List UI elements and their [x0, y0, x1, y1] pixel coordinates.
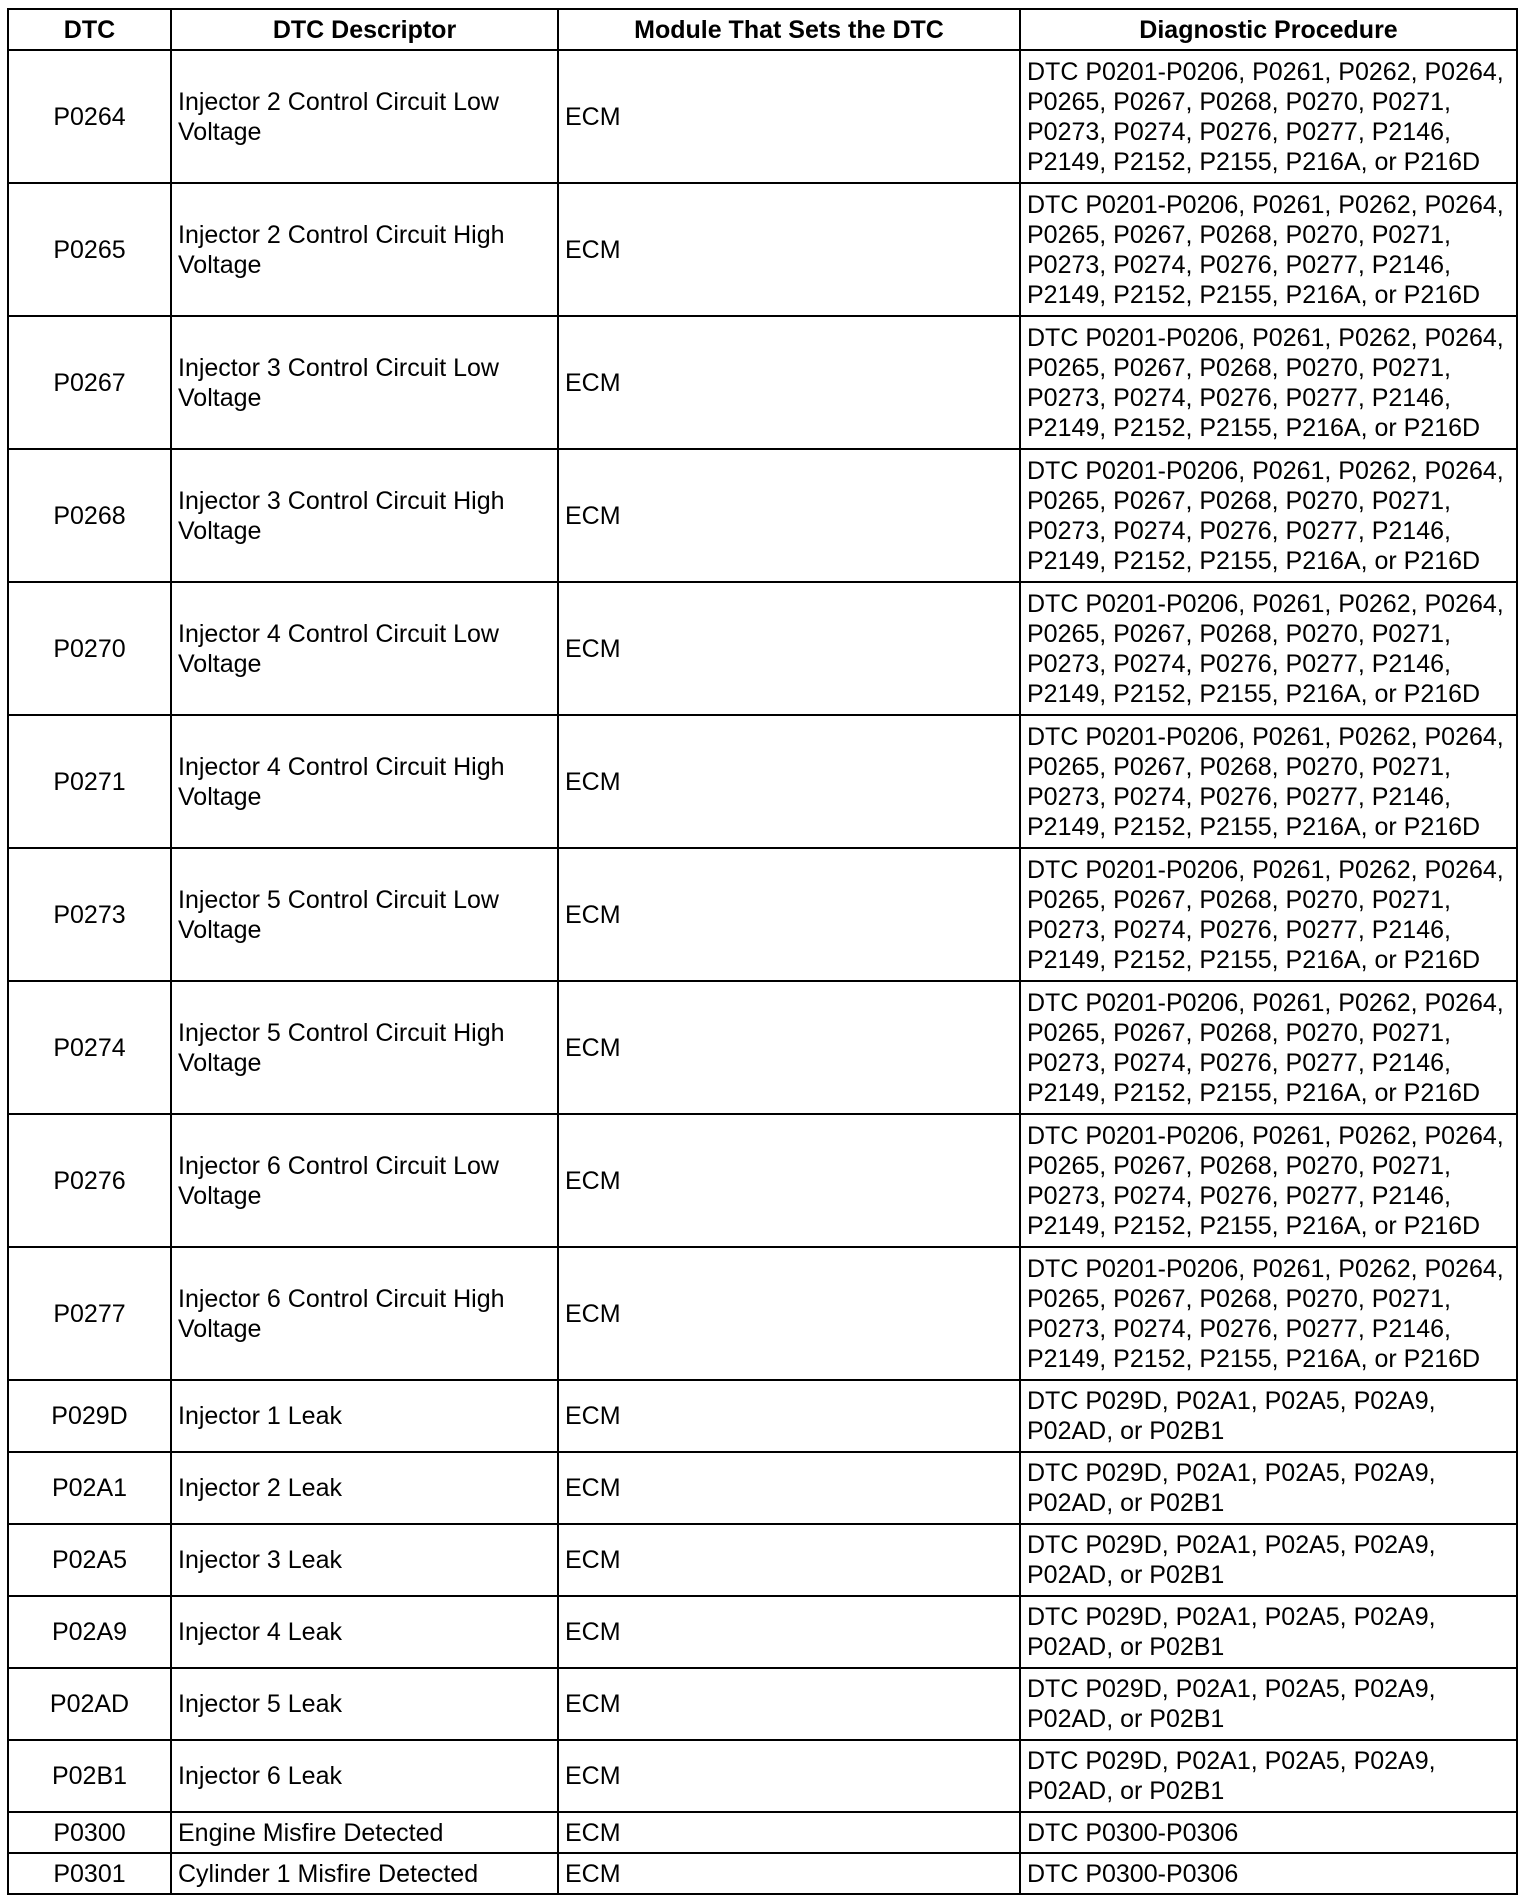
table-row	[8, 1114, 1517, 1247]
table-row	[8, 1524, 1517, 1596]
dtc-code: P029D	[8, 1380, 171, 1452]
dtc-module: ECM	[558, 582, 1020, 715]
dtc-descriptor: Cylinder 1 Misfire Detected	[171, 1853, 558, 1894]
dtc-module: ECM	[558, 1524, 1020, 1596]
diagnostic-procedure: DTC P029D, P02A1, P02A5, P02A9, P02AD, or P02B1	[1020, 1452, 1517, 1524]
table-row	[8, 449, 1517, 582]
table-row	[8, 1668, 1517, 1740]
diagnostic-procedure: DTC P0201-P0206, P0261, P0262, P0264, P0265, P0267, P0268, P0270, P0271, P0273, P0274, P0276, P0277, P2146, P2149, P2152, P2155, P216A, or P216D	[1020, 449, 1517, 582]
dtc-descriptor: Injector 6 Control Circuit High Voltage	[171, 1247, 558, 1380]
dtc-code: P02AD	[8, 1668, 171, 1740]
dtc-descriptor: Injector 4 Leak	[171, 1596, 558, 1668]
diagnostic-procedure: DTC P029D, P02A1, P02A5, P02A9, P02AD, or P02B1	[1020, 1524, 1517, 1596]
dtc-module: ECM	[558, 848, 1020, 981]
dtc-descriptor: Injector 1 Leak	[171, 1380, 558, 1452]
dtc-descriptor: Injector 4 Control Circuit High Voltage	[171, 715, 558, 848]
dtc-module: ECM	[558, 1853, 1020, 1894]
dtc-module: ECM	[558, 715, 1020, 848]
dtc-code: P0277	[8, 1247, 171, 1380]
diagnostic-procedure: DTC P0201-P0206, P0261, P0262, P0264, P0265, P0267, P0268, P0270, P0271, P0273, P0274, P0276, P0277, P2146, P2149, P2152, P2155, P216A, or P216D	[1020, 848, 1517, 981]
header-module: Module That Sets the DTC	[558, 9, 1020, 50]
dtc-code: P0267	[8, 316, 171, 449]
diagnostic-procedure: DTC P029D, P02A1, P02A5, P02A9, P02AD, or P02B1	[1020, 1596, 1517, 1668]
dtc-code: P0301	[8, 1853, 171, 1894]
diagnostic-procedure: DTC P0201-P0206, P0261, P0262, P0264, P0265, P0267, P0268, P0270, P0271, P0273, P0274, P0276, P0277, P2146, P2149, P2152, P2155, P216A, or P216D	[1020, 1114, 1517, 1247]
table-row	[8, 1853, 1517, 1894]
dtc-code: P0273	[8, 848, 171, 981]
diagnostic-procedure: DTC P0201-P0206, P0261, P0262, P0264, P0265, P0267, P0268, P0270, P0271, P0273, P0274, P0276, P0277, P2146, P2149, P2152, P2155, P216A, or P216D	[1020, 183, 1517, 316]
dtc-code: P0264	[8, 50, 171, 183]
dtc-descriptor: Injector 3 Control Circuit Low Voltage	[171, 316, 558, 449]
dtc-descriptor: Injector 5 Control Circuit Low Voltage	[171, 848, 558, 981]
table-row	[8, 582, 1517, 715]
diagnostic-procedure: DTC P029D, P02A1, P02A5, P02A9, P02AD, or P02B1	[1020, 1380, 1517, 1452]
diagnostic-procedure: DTC P0300-P0306	[1020, 1812, 1517, 1853]
dtc-module: ECM	[558, 449, 1020, 582]
table-row	[8, 848, 1517, 981]
dtc-code: P0265	[8, 183, 171, 316]
dtc-code: P02A5	[8, 1524, 171, 1596]
dtc-module: ECM	[558, 1740, 1020, 1812]
diagnostic-procedure: DTC P0300-P0306	[1020, 1853, 1517, 1894]
table-row	[8, 715, 1517, 848]
diagnostic-procedure: DTC P029D, P02A1, P02A5, P02A9, P02AD, or P02B1	[1020, 1740, 1517, 1812]
dtc-descriptor: Engine Misfire Detected	[171, 1812, 558, 1853]
table-row	[8, 1452, 1517, 1524]
dtc-descriptor: Injector 3 Leak	[171, 1524, 558, 1596]
dtc-descriptor: Injector 2 Control Circuit Low Voltage	[171, 50, 558, 183]
dtc-descriptor: Injector 2 Leak	[171, 1452, 558, 1524]
dtc-module: ECM	[558, 50, 1020, 183]
dtc-module: ECM	[558, 183, 1020, 316]
diagnostic-procedure: DTC P029D, P02A1, P02A5, P02A9, P02AD, or P02B1	[1020, 1668, 1517, 1740]
diagnostic-procedure: DTC P0201-P0206, P0261, P0262, P0264, P0265, P0267, P0268, P0270, P0271, P0273, P0274, P0276, P0277, P2146, P2149, P2152, P2155, P216A, or P216D	[1020, 582, 1517, 715]
diagnostic-procedure: DTC P0201-P0206, P0261, P0262, P0264, P0265, P0267, P0268, P0270, P0271, P0273, P0274, P0276, P0277, P2146, P2149, P2152, P2155, P216A, or P216D	[1020, 715, 1517, 848]
dtc-module: ECM	[558, 316, 1020, 449]
dtc-module: ECM	[558, 1668, 1020, 1740]
dtc-module: ECM	[558, 981, 1020, 1114]
table-row	[8, 1380, 1517, 1452]
table-row	[8, 1740, 1517, 1812]
dtc-code: P0268	[8, 449, 171, 582]
table-row	[8, 1247, 1517, 1380]
diagnostic-procedure: DTC P0201-P0206, P0261, P0262, P0264, P0265, P0267, P0268, P0270, P0271, P0273, P0274, P0276, P0277, P2146, P2149, P2152, P2155, P216A, or P216D	[1020, 1247, 1517, 1380]
header-diagnostic-procedure: Diagnostic Procedure	[1020, 9, 1517, 50]
dtc-code: P0274	[8, 981, 171, 1114]
dtc-module: ECM	[558, 1247, 1020, 1380]
dtc-module: ECM	[558, 1380, 1020, 1452]
header-dtc-descriptor: DTC Descriptor	[171, 9, 558, 50]
dtc-module: ECM	[558, 1596, 1020, 1668]
table-row	[8, 183, 1517, 316]
header-dtc: DTC	[8, 9, 171, 50]
dtc-table	[7, 8, 1518, 1895]
dtc-module: ECM	[558, 1114, 1020, 1247]
dtc-module: ECM	[558, 1812, 1020, 1853]
diagnostic-procedure: DTC P0201-P0206, P0261, P0262, P0264, P0265, P0267, P0268, P0270, P0271, P0273, P0274, P0276, P0277, P2146, P2149, P2152, P2155, P216A, or P216D	[1020, 981, 1517, 1114]
dtc-descriptor: Injector 5 Control Circuit High Voltage	[171, 981, 558, 1114]
dtc-descriptor: Injector 3 Control Circuit High Voltage	[171, 449, 558, 582]
table-row	[8, 1812, 1517, 1853]
diagnostic-procedure: DTC P0201-P0206, P0261, P0262, P0264, P0265, P0267, P0268, P0270, P0271, P0273, P0274, P0276, P0277, P2146, P2149, P2152, P2155, P216A, or P216D	[1020, 316, 1517, 449]
dtc-descriptor: Injector 6 Control Circuit Low Voltage	[171, 1114, 558, 1247]
dtc-code: P0270	[8, 582, 171, 715]
dtc-module: ECM	[558, 1452, 1020, 1524]
dtc-code: P0300	[8, 1812, 171, 1853]
dtc-descriptor: Injector 6 Leak	[171, 1740, 558, 1812]
header-row	[8, 9, 1517, 50]
dtc-code: P02B1	[8, 1740, 171, 1812]
table-row	[8, 981, 1517, 1114]
dtc-descriptor: Injector 5 Leak	[171, 1668, 558, 1740]
table-row	[8, 50, 1517, 183]
diagnostic-procedure: DTC P0201-P0206, P0261, P0262, P0264, P0265, P0267, P0268, P0270, P0271, P0273, P0274, P0276, P0277, P2146, P2149, P2152, P2155, P216A, or P216D	[1020, 50, 1517, 183]
table-row	[8, 1596, 1517, 1668]
dtc-code: P02A9	[8, 1596, 171, 1668]
dtc-descriptor: Injector 4 Control Circuit Low Voltage	[171, 582, 558, 715]
dtc-descriptor: Injector 2 Control Circuit High Voltage	[171, 183, 558, 316]
dtc-code: P02A1	[8, 1452, 171, 1524]
dtc-code: P0271	[8, 715, 171, 848]
dtc-code: P0276	[8, 1114, 171, 1247]
table-row	[8, 316, 1517, 449]
